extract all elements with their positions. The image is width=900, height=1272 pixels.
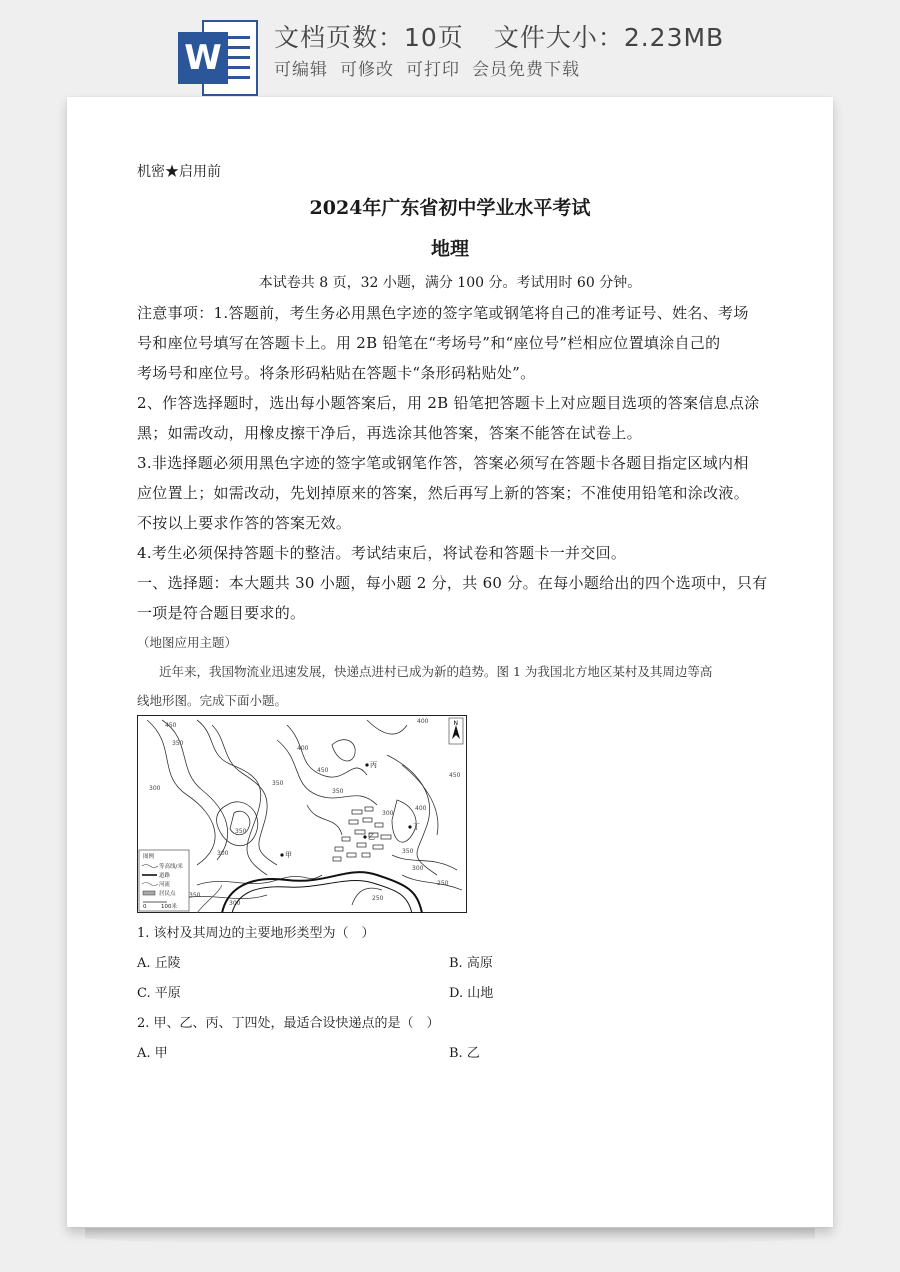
contour-map [137,715,467,913]
contour-label: 350 [235,828,247,835]
contour-label: 300 [382,810,394,817]
file-size: 文件大小：2.23MB [493,23,725,52]
contour-label: 400 [297,745,309,752]
contour-label: 300 [217,850,229,857]
contour-label: 300 [229,900,241,907]
contour-label: 450 [165,722,177,729]
contour-label: 350 [402,848,414,855]
contour-label: 400 [415,805,427,812]
notice-line: 应位置上；如需改动，先划掉原来的答案，然后再写上新的答案；不准使用铅笔和涂改液。 [137,484,750,502]
scale-label: 0 [143,904,147,910]
point-label-bing: 丙 [370,761,377,769]
map-legend [139,850,189,911]
point-label-ding: 丁 [413,823,420,831]
legend-item: 居民点 [159,891,176,897]
legend-item: 道路 [159,873,171,879]
contour-label: 350 [272,780,284,787]
option-b: B. 高原 [449,956,493,971]
contour-label: 350 [332,788,344,795]
notice-line: 考场号和座位号。将条形码粘贴在答题卡“条形码粘贴处”。 [137,364,536,382]
feature-list [274,55,592,80]
contour-label: 450 [317,767,329,774]
page-count: 文档页数：10页 [274,23,464,52]
contour-label: 250 [437,880,449,887]
notice-line: 不按以上要求作答的答案无效。 [137,514,352,532]
contour-label: 400 [417,718,429,725]
north-arrow-icon [449,718,463,744]
contour-label: 350 [172,740,184,747]
exam-title: 2024年广东省初中学业水平考试 [309,197,591,219]
legend-title: 图例 [143,854,155,860]
file-stats [274,18,754,54]
section-heading: 一、选择题：本大题共 30 小题，每小题 2 分，共 60 分。在每小题给出的四个选项中，只有 [137,574,768,592]
passage-line: 近年来，我国物流业迅速发展，快递点进村已成为新的趋势。图 1 为我国北方地区某村及其周边等高 [159,664,713,679]
topic-label: （地图应用主题） [137,635,238,650]
scale-label: 100米 [161,904,177,910]
notice-line: 3.非选择题必须用黑色字迹的签字笔或钢笔作答，答案必须写在答题卡各题目指定区域内相 [137,454,749,472]
notice-line: 黑；如需改动，用橡皮擦干净后，再选涂其他答案，答案不能答在试卷上。 [137,424,642,442]
contour-label: 300 [412,865,424,872]
word-doc-icon [178,20,258,96]
section-heading: 一项是符合题目要求的。 [137,604,306,622]
contour-label: 450 [449,772,461,779]
feature-item: 可编辑 [274,60,328,80]
exam-intro: 本试卷共 8 页，32 小题，满分 100 分。考试用时 60 分钟。 [258,275,642,291]
document-page [67,97,833,1227]
notice-line: 注意事项：1.答题前，考生务必用黑色字迹的签字笔或钢笔将自己的准考证号、姓名、考场 [137,304,749,322]
subject-title: 地理 [430,238,469,260]
option-a: A. 丘陵 [137,956,181,971]
point-label-yi: 乙 [368,833,375,841]
option-a: A. 甲 [137,1046,168,1061]
contour-label: 350 [189,892,201,899]
feature-item: 会员免费下载 [472,60,580,80]
feature-item: 可打印 [406,60,460,80]
notice-line: 2、作答选择题时，选出每小题答案后，用 2B 铅笔把答题卡上对应题目选项的答案信息点涂 [137,394,760,412]
confidential-label: 机密★启用前 [137,164,221,180]
word-icon-letter: W [178,32,228,84]
feature-item: 可修改 [340,60,394,80]
notice-line: 号和座位号填写在答题卡上。用 2B 铅笔在“考场号”和“座位号”栏相应位置填涂自己的 [137,334,721,352]
legend-item: 河流 [159,882,171,888]
legend-item: 等高线/米 [159,864,183,870]
option-c: C. 平原 [137,986,181,1001]
page-shadow [85,1228,815,1244]
contour-label: 300 [149,785,161,792]
notice-line: 4.考生必须保持答题卡的整洁。考试结束后，将试卷和答题卡一并交回。 [137,544,627,562]
point-label-jia: 甲 [285,851,292,859]
contour-label: 250 [372,895,384,902]
file-info-banner [0,0,900,96]
option-b: B. 乙 [449,1046,480,1061]
question-1-stem: 1. 该村及其周边的主要地形类型为（ ） [137,926,375,941]
question-2-stem: 2. 甲、乙、丙、丁四处，最适合设快递点的是（ ） [137,1016,440,1031]
svg-text:N: N [453,720,458,727]
option-d: D. 山地 [449,986,494,1001]
passage-line: 线地形图。完成下面小题。 [137,693,288,708]
